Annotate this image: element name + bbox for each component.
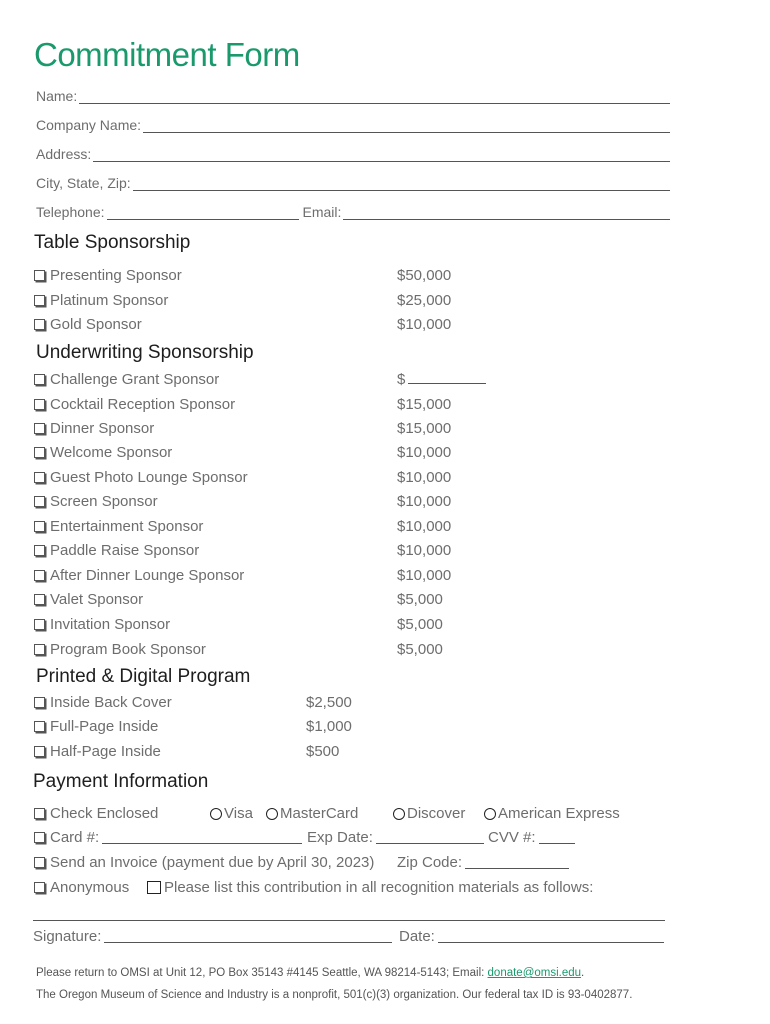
checkbox-icon[interactable] — [34, 295, 45, 306]
price-dinner-sponsor: $15,000 — [397, 420, 452, 437]
checkbox-icon[interactable] — [34, 882, 45, 893]
checkbox-icon[interactable] — [34, 521, 45, 532]
address-field[interactable] — [36, 144, 670, 162]
donate-email-link[interactable]: donate@omsi.edu — [487, 967, 582, 979]
exp-date-field[interactable] — [307, 829, 484, 846]
option-platinum-sponsor[interactable] — [34, 292, 168, 309]
telephone-label: Telephone: — [36, 204, 105, 220]
option-label: Cocktail Reception Sponsor — [50, 396, 236, 413]
date-blank[interactable] — [438, 930, 664, 943]
option-challenge-grant[interactable] — [34, 371, 219, 388]
check-enclosed-label: Check Enclosed — [50, 805, 159, 822]
radio-icon[interactable] — [266, 808, 278, 820]
payment-heading: Payment Information — [33, 771, 209, 792]
option-label: Presenting Sponsor — [50, 267, 182, 284]
checkbox-icon[interactable] — [34, 619, 45, 630]
price-challenge-grant — [397, 371, 486, 388]
checkbox-icon[interactable] — [34, 697, 45, 708]
discover-option[interactable] — [393, 805, 465, 822]
option-label: Platinum Sponsor — [50, 292, 169, 309]
option-invitation-sponsor[interactable] — [34, 616, 170, 633]
cvv-label: CVV #: — [488, 829, 536, 846]
option-label: Half-Page Inside — [50, 743, 161, 760]
invoice-label: Send an Invoice (payment due by April 30, 2023) — [50, 854, 375, 871]
checkbox-icon[interactable] — [34, 644, 45, 655]
anonymous-option[interactable] — [34, 879, 129, 896]
email-line[interactable] — [343, 207, 670, 220]
checkbox-icon[interactable] — [34, 399, 45, 410]
amex-option[interactable] — [484, 805, 620, 822]
form-title: Commitment Form — [34, 36, 300, 73]
option-label: Entertainment Sponsor — [50, 518, 204, 535]
option-welcome-sponsor[interactable] — [34, 444, 172, 461]
phone-email-field[interactable] — [36, 202, 670, 220]
option-label: Guest Photo Lounge Sponsor — [50, 469, 248, 486]
price-presenting-sponsor: $50,000 — [397, 267, 452, 284]
return-text: Please return to OMSI at Unit 12, PO Box 35143 #4145 Seattle, WA 98214-5143; Email: — [36, 967, 488, 979]
anonymous-label: Anonymous — [50, 879, 130, 896]
price-platinum-sponsor: $25,000 — [397, 292, 452, 309]
checkbox-icon[interactable] — [34, 319, 45, 330]
option-full-page[interactable] — [34, 718, 158, 735]
checkbox-icon[interactable] — [34, 423, 45, 434]
invoice-row — [34, 854, 634, 874]
company-field[interactable] — [36, 115, 670, 133]
option-dinner-sponsor[interactable] — [34, 420, 154, 437]
price-invitation-sponsor: $5,000 — [397, 616, 443, 633]
mastercard-option[interactable] — [266, 805, 358, 822]
option-entertainment-sponsor[interactable] — [34, 518, 203, 535]
checkbox-icon[interactable] — [34, 570, 45, 581]
telephone-line[interactable] — [107, 207, 299, 220]
footer-period: . — [581, 967, 585, 979]
price-guest-photo-lounge: $10,000 — [397, 469, 452, 486]
signature-label: Signature: — [33, 928, 102, 945]
nonprofit-statement: The Oregon Museum of Science and Industry is a nonprofit, 501(c)(3) organization. Our federal tax ID is 93-0402877. — [36, 989, 633, 1001]
exp-label: Exp Date: — [307, 829, 373, 846]
program-heading: Printed & Digital Program — [36, 666, 251, 687]
anonymous-row — [34, 879, 634, 899]
city-line[interactable] — [133, 178, 670, 191]
checkbox-icon[interactable] — [34, 374, 45, 385]
zip-blank[interactable] — [465, 856, 569, 869]
radio-icon[interactable] — [484, 808, 496, 820]
checkbox-icon[interactable] — [34, 808, 45, 819]
company-line[interactable] — [143, 120, 670, 133]
checkbox-icon[interactable] — [34, 447, 45, 458]
option-label: Dinner Sponsor — [50, 420, 155, 437]
cvv-field[interactable] — [488, 829, 575, 846]
recognition-label: Please list this contribution in all recognition materials as follows: — [164, 879, 594, 896]
option-label: Gold Sponsor — [50, 316, 142, 333]
signature-blank[interactable] — [104, 930, 392, 943]
option-label: Program Book Sponsor — [50, 641, 206, 658]
option-label: Inside Back Cover — [50, 694, 172, 711]
price-valet-sponsor: $5,000 — [397, 591, 443, 608]
discover-label: Discover — [407, 805, 466, 822]
city-field[interactable] — [36, 173, 670, 191]
checkbox-icon[interactable] — [34, 857, 45, 868]
visa-label: Visa — [224, 805, 253, 822]
city-label: City, State, Zip: — [36, 175, 131, 191]
option-screen-sponsor[interactable] — [34, 493, 158, 510]
checkbox-icon[interactable] — [34, 746, 45, 757]
mastercard-label: MasterCard — [280, 805, 359, 822]
option-guest-photo-lounge[interactable] — [34, 469, 248, 486]
payment-method-row — [34, 805, 634, 825]
option-inside-back-cover[interactable] — [34, 694, 172, 711]
address-label: Address: — [36, 146, 92, 162]
zip-label: Zip Code: — [397, 854, 463, 871]
exp-date-blank[interactable] — [376, 831, 484, 844]
option-presenting-sponsor[interactable] — [34, 267, 182, 284]
price-inside-back-cover: $2,500 — [306, 694, 352, 711]
price-entertainment-sponsor: $10,000 — [397, 518, 452, 535]
checkbox-icon[interactable] — [34, 472, 45, 483]
card-row — [34, 829, 634, 849]
checkbox-icon[interactable] — [34, 545, 45, 556]
name-label: Name: — [36, 88, 78, 104]
date-field[interactable] — [399, 928, 664, 945]
table-sponsorship-heading: Table Sponsorship — [34, 232, 191, 253]
signature-field[interactable] — [33, 928, 392, 945]
option-label: Full-Page Inside — [50, 718, 159, 735]
price-gold-sponsor: $10,000 — [397, 316, 452, 333]
name-field[interactable] — [36, 86, 670, 104]
option-label: Challenge Grant Sponsor — [50, 371, 220, 388]
name-line[interactable] — [79, 91, 670, 104]
price-half-page: $500 — [306, 743, 340, 760]
option-after-dinner-lounge[interactable] — [34, 567, 244, 584]
date-label: Date: — [399, 928, 435, 945]
checkbox-icon[interactable] — [34, 721, 45, 732]
option-label: After Dinner Lounge Sponsor — [50, 567, 245, 584]
checkbox-icon[interactable] — [34, 594, 45, 605]
cvv-blank[interactable] — [539, 831, 575, 844]
signature-row — [33, 928, 673, 948]
radio-icon[interactable] — [210, 808, 222, 820]
option-label: Screen Sponsor — [50, 493, 158, 510]
checkbox-icon[interactable] — [34, 496, 45, 507]
checkbox-icon[interactable] — [34, 270, 45, 281]
invoice-option[interactable] — [34, 854, 374, 871]
price-paddle-raise: $10,000 — [397, 542, 452, 559]
recognition-option[interactable] — [147, 879, 593, 896]
option-label: Valet Sponsor — [50, 591, 144, 608]
recognition-name-line[interactable] — [33, 920, 665, 921]
option-program-book[interactable] — [34, 641, 206, 658]
address-line[interactable] — [93, 149, 670, 162]
currency-symbol: $ — [397, 371, 406, 388]
price-full-page: $1,000 — [306, 718, 352, 735]
amount-blank[interactable] — [408, 371, 486, 384]
price-program-book: $5,000 — [397, 641, 443, 658]
card-label: Card #: — [50, 829, 100, 846]
card-number-blank[interactable] — [102, 831, 302, 844]
visa-option[interactable] — [210, 805, 253, 822]
card-number-field[interactable] — [34, 829, 302, 846]
option-label: Paddle Raise Sponsor — [50, 542, 200, 559]
option-cocktail-reception[interactable] — [34, 396, 235, 413]
option-gold-sponsor[interactable] — [34, 316, 142, 333]
radio-icon[interactable] — [393, 808, 405, 820]
option-paddle-raise[interactable] — [34, 542, 199, 559]
option-half-page[interactable] — [34, 743, 161, 760]
option-label: Welcome Sponsor — [50, 444, 173, 461]
price-screen-sponsor: $10,000 — [397, 493, 452, 510]
option-valet-sponsor[interactable] — [34, 591, 143, 608]
price-cocktail-reception: $15,000 — [397, 396, 452, 413]
option-label: Invitation Sponsor — [50, 616, 171, 633]
underwriting-heading: Underwriting Sponsorship — [36, 342, 254, 363]
amex-label: American Express — [498, 805, 620, 822]
return-address — [36, 967, 584, 979]
zip-code-field[interactable] — [397, 854, 569, 871]
checkbox-icon[interactable] — [34, 832, 45, 843]
company-label: Company Name: — [36, 117, 142, 133]
price-welcome-sponsor: $10,000 — [397, 444, 452, 461]
email-label: Email: — [302, 204, 342, 220]
price-after-dinner-lounge: $10,000 — [397, 567, 452, 584]
check-enclosed-option[interactable] — [34, 805, 158, 822]
checkbox-icon[interactable] — [147, 881, 161, 894]
